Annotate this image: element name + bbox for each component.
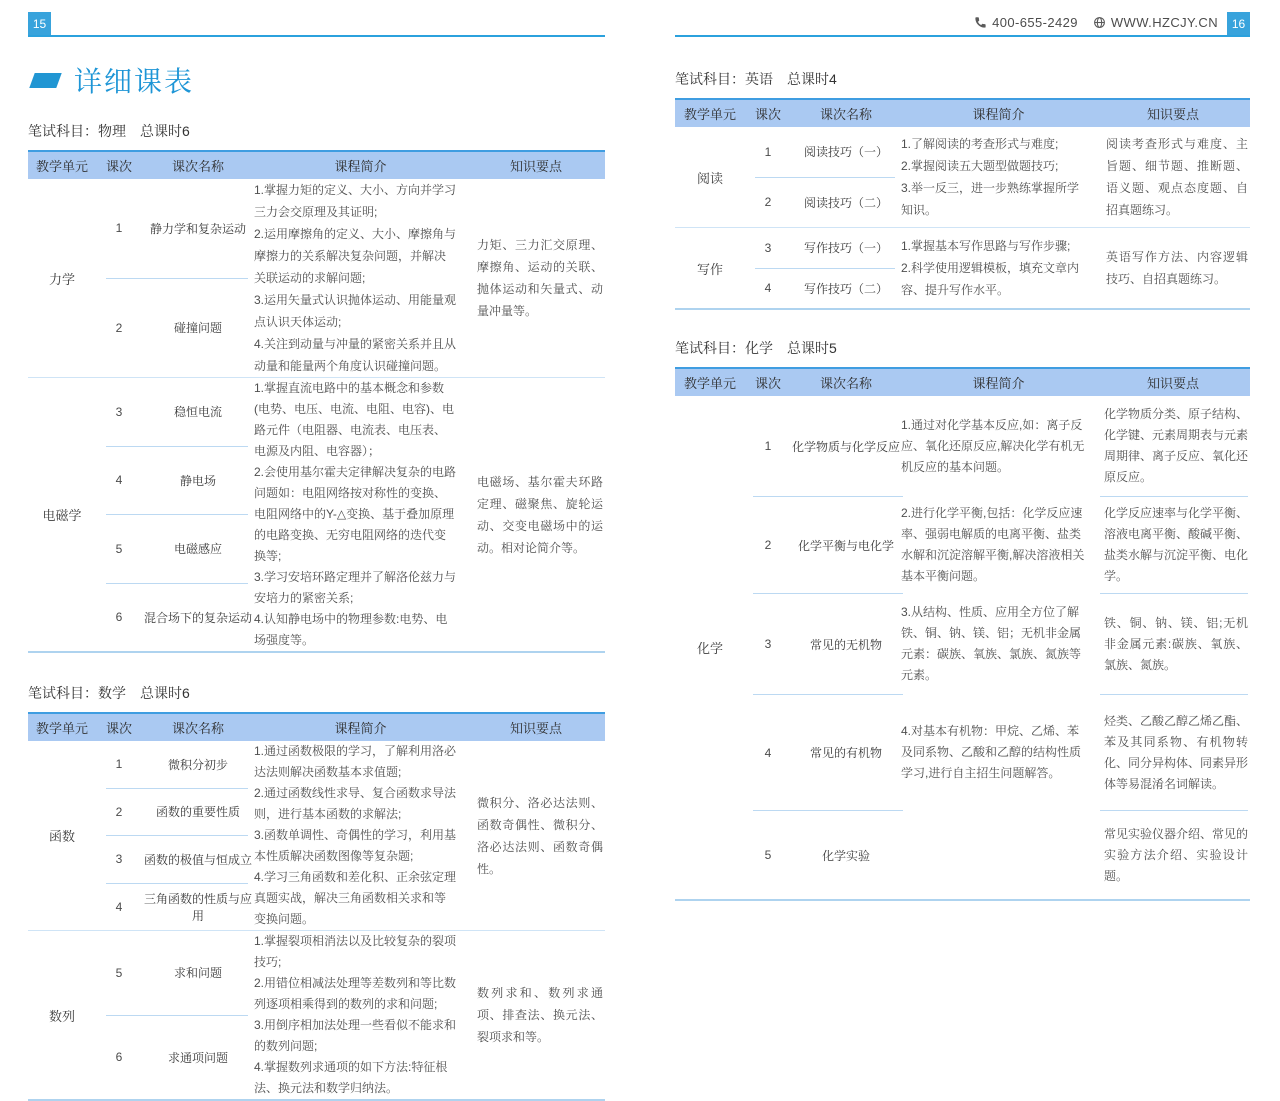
subject-label-math: 笔试科目：数学 总课时6 — [28, 685, 190, 701]
session-row — [96, 447, 254, 515]
unit-group-writing — [675, 228, 1250, 308]
session-no: 4 — [115, 473, 123, 488]
session-name: 常见的有机物 — [809, 746, 882, 760]
intro-item: 3.运用矢量式认识抛体运动、用能量观点认识天体运动; — [254, 293, 457, 329]
knowledge-points: 数列求和、数列求通项、排查法、换元法、裂项求和等。 — [477, 986, 603, 1044]
col-header-points: 知识要点 — [509, 159, 562, 174]
col-header-intro: 课程简介 — [972, 107, 1025, 122]
session-list — [745, 228, 901, 308]
session-row — [96, 931, 254, 1015]
table-bottom-rule — [675, 308, 1250, 310]
session-list — [96, 179, 254, 377]
course-intro — [254, 931, 467, 1099]
table-row — [745, 695, 1250, 810]
subject-label-chemistry: 笔试科目：化学 总课时5 — [675, 340, 837, 356]
session-name: 化学物质与化学反应 — [791, 439, 900, 454]
knowledge-points: 化学物质分类、原子结构、化学键、元素周期表与元素周期律、离子反应、氧化还原反应。 — [1104, 407, 1249, 484]
col-header-intro: 课程简介 — [334, 159, 387, 174]
session-no: 1 — [764, 144, 772, 159]
intro-item: 1.掌握力矩的定义、大小、方向并学习三力会交原理及其证明; — [254, 183, 457, 219]
intro-item: 2.会使用基尔霍夫定律解决复杂的电路问题如：电阻网络按对称性的变换、电阻网络中的Y-△变换、基于叠加原理的电路变换、无穷电阻网络的迭代变换等; — [254, 465, 457, 563]
session-name: 微积分初步 — [167, 757, 228, 772]
unit-group-mechanics — [28, 179, 605, 377]
col-header-unit: 教学单元 — [35, 721, 88, 736]
intro-item: 1.掌握裂项相消法以及比较复杂的裂项技巧; — [254, 934, 457, 969]
physics-table — [28, 150, 605, 653]
unit-group-functions — [28, 741, 605, 930]
knowledge-points: 阅读考查形式与难度、主旨题、细节题、推断题、语义题、观点态度题、自招真题练习。 — [1106, 137, 1248, 217]
session-no: 2 — [115, 804, 123, 819]
top-rule-right — [675, 12, 1250, 37]
course-intro — [254, 179, 467, 377]
top-bar — [0, 0, 1280, 37]
knowledge-points: 化学反应速率与化学平衡、溶液电离平衡、酸碱平衡、盐类水解与沉淀平衡、电化学。 — [1104, 506, 1249, 583]
col-header-points: 知识要点 — [1146, 376, 1199, 391]
session-name: 静力学和复杂运动 — [149, 221, 246, 236]
table-header-row — [675, 367, 1250, 396]
session-row — [96, 1016, 254, 1100]
math-table — [28, 712, 605, 1101]
course-intro — [254, 741, 467, 930]
session-name: 写作技巧（二） — [803, 281, 888, 296]
table-bottom-rule — [675, 899, 1250, 901]
session-no: 2 — [764, 195, 772, 210]
session-no: 4 — [115, 899, 123, 914]
knowledge-points: 铁、铜、钠、镁、铝;无机非金属元素:碳族、氧族、氯族、氮族。 — [1104, 615, 1248, 672]
parallelogram-icon — [29, 73, 61, 88]
intro-item: 3.举一反三，进一步熟练掌握所学知识。 — [901, 181, 1080, 217]
session-name: 混合场下的复杂运动 — [143, 610, 252, 625]
intro-item: 1.掌握基本写作思路与写作步骤; — [901, 239, 1071, 253]
table-bottom-rule — [28, 651, 605, 653]
knowledge-points: 微积分、洛必达法则、函数奇偶性、微积分、洛必达法则、函数奇偶性。 — [477, 795, 603, 876]
session-name: 求和问题 — [173, 966, 222, 981]
knowledge-points: 烃类、乙酸乙醇乙烯乙酯、苯及其同系物、有机物转化、同分异构体、同素异形体等易混淆名词解读。 — [1104, 713, 1249, 791]
session-name: 求通项问题 — [167, 1050, 228, 1065]
website-url: WWW.HZCJY.CN — [1110, 15, 1218, 30]
table-header-row — [28, 712, 605, 741]
table-row — [745, 396, 1250, 496]
chemistry-table — [675, 367, 1250, 901]
session-name: 静电场 — [179, 473, 216, 488]
col-header-no: 课次 — [105, 721, 132, 736]
col-header-intro: 课程简介 — [972, 376, 1025, 391]
intro-item: 2.科学使用逻辑模板，填充文章内容、提升写作水平。 — [901, 261, 1080, 297]
course-intro — [901, 127, 1096, 227]
intro-item: 3.函数单调性、奇偶性的学习，利用基本性质解决函数图像等复杂题; — [254, 828, 457, 863]
english-table — [675, 98, 1250, 310]
col-header-unit: 教学单元 — [683, 107, 736, 122]
session-row — [745, 178, 901, 228]
session-list — [745, 127, 901, 227]
table-row — [745, 811, 1250, 899]
session-no: 4 — [764, 281, 772, 296]
unit-group-reading — [675, 127, 1250, 227]
intro-item: 4.掌握数列求通项的如下方法:特征根法、换元法和数学归纳法。 — [254, 1060, 448, 1095]
col-header-name: 课次名称 — [171, 721, 224, 736]
unit-name: 化学 — [696, 641, 723, 656]
page-number-left-badge: 15 — [28, 12, 51, 35]
intro-item: 4.学习三角函数和差化积、正余弦定理真题实战，解决三角函数相关求和等变换问题。 — [254, 870, 457, 926]
knowledge-points: 英语写作方法、内容逻辑技巧、自招真题练习。 — [1106, 250, 1248, 286]
session-no: 1 — [115, 221, 123, 236]
col-header-points: 知识要点 — [509, 721, 562, 736]
phone-icon — [974, 16, 987, 29]
intro-item: 4.关注到动量与冲量的紧密关系并且从动量和能量两个角度认识碰撞问题。 — [254, 337, 457, 373]
session-name: 化学平衡与电化学 — [797, 538, 894, 553]
page-number-right-badge: 16 — [1227, 12, 1250, 35]
session-name: 化学实验 — [821, 848, 870, 863]
session-name: 常见的无机物 — [809, 637, 882, 652]
col-header-unit: 教学单元 — [683, 376, 736, 391]
session-no: 2 — [764, 538, 772, 552]
session-row — [96, 515, 254, 583]
right-page — [675, 37, 1250, 1101]
knowledge-points: 电磁场、基尔霍夫环路定理、磁聚焦、旋轮运动、交变电磁场中的运动。相对论简介等。 — [477, 474, 603, 555]
intro-item: 1.掌握直流电路中的基本概念和参数 (电势、电压、电流、电阻、电容)、电路元件（电阻器、电流表、电压表、电源及内阻、电容器）； — [254, 381, 454, 458]
session-row — [745, 228, 901, 268]
session-name: 函数的重要性质 — [155, 805, 240, 820]
col-header-no: 课次 — [754, 107, 781, 122]
left-page — [28, 37, 605, 1101]
session-no: 5 — [115, 965, 123, 980]
session-row — [96, 789, 254, 836]
col-header-no: 课次 — [105, 159, 132, 174]
session-row — [96, 741, 254, 788]
session-row — [96, 584, 254, 652]
phone-number: 400-655-2429 — [992, 15, 1078, 30]
unit-name: 力学 — [48, 271, 75, 287]
session-row — [745, 127, 901, 177]
unit-group-chemistry — [675, 396, 1250, 899]
intro-item: 2.用错位相减法处理等差数列和等比数列逐项相乘得到的数列的求和问题; — [254, 976, 457, 1011]
table-row — [745, 594, 1250, 694]
intro-item: 2.运用摩擦角的定义、大小、摩擦角与摩擦力的关系解决复杂问题，并解决关联运动的求解问题; — [254, 227, 457, 285]
globe-icon — [1093, 16, 1106, 29]
session-row — [96, 836, 254, 883]
unit-group-electromagnetism — [28, 378, 605, 651]
unit-group-sequences — [28, 931, 605, 1099]
course-intro: 4.对基本有机物：甲烷、乙烯、苯及同系物、乙酸和乙醇的结构性质学习,进行自主招生问题解答。 — [901, 724, 1082, 780]
session-row — [96, 279, 254, 378]
col-header-name: 课次名称 — [819, 376, 872, 391]
session-no: 6 — [115, 610, 123, 625]
page-title — [28, 60, 605, 100]
unit-name: 数列 — [48, 1008, 75, 1024]
knowledge-points: 常见实验仪器介绍、常见的实验方法介绍、实验设计题。 — [1104, 826, 1249, 883]
intro-item: 2.掌握阅读五大题型做题技巧; — [901, 159, 1059, 173]
col-header-name: 课次名称 — [819, 107, 872, 122]
session-no: 5 — [115, 541, 123, 556]
session-no: 3 — [764, 240, 772, 255]
table-row — [745, 497, 1250, 593]
session-list — [96, 378, 254, 651]
session-no: 3 — [115, 852, 123, 867]
session-row — [96, 378, 254, 446]
session-list — [96, 741, 254, 930]
session-name: 写作技巧（一） — [803, 241, 888, 256]
intro-item: 1.了解阅读的考查形式与难度; — [901, 137, 1059, 151]
unit-name: 阅读 — [696, 170, 723, 186]
session-name: 阅读技巧（一） — [803, 145, 888, 160]
col-header-no: 课次 — [754, 376, 781, 391]
session-no: 2 — [115, 320, 123, 335]
intro-item: 1.通过函数极限的学习，了解利用洛必达法则解决函数基本求值题; — [254, 744, 457, 779]
intro-item: 2.通过函数线性求导、复合函数求导法则，进行基本函数的求解法; — [254, 786, 457, 821]
session-name: 函数的极值与恒成立 — [143, 852, 252, 867]
course-intro: 1.通过对化学基本反应,如：离子反应、氧化还原反应,解决化学有机无机反应的基本问题。 — [901, 417, 1085, 474]
session-name: 三角函数的性质与应用 — [143, 891, 252, 923]
session-row — [96, 884, 254, 931]
col-header-intro: 课程简介 — [334, 721, 387, 736]
session-name: 阅读技巧（二） — [803, 195, 888, 210]
session-name: 稳恒电流 — [173, 405, 222, 420]
session-no: 3 — [764, 637, 772, 651]
col-header-points: 知识要点 — [1146, 107, 1199, 122]
table-header-row — [28, 150, 605, 179]
course-intro — [254, 378, 467, 651]
intro-item: 4.认知静电场中的物理参数:电势、电场强度等。 — [254, 612, 448, 647]
course-intro: 3.从结构、性质、应用全方位了解铁、铜、钠、镁、铝；无机非金属元素：碳族、氧族、氯族、氮族等元素。 — [901, 605, 1082, 682]
subject-label-physics: 笔试科目：物理 总课时6 — [28, 123, 190, 139]
top-rule-left — [28, 12, 605, 37]
session-no: 1 — [764, 439, 772, 453]
table-header-row — [675, 98, 1250, 127]
knowledge-points: 力矩、三力汇交原理、摩擦角、运动的关联、抛体运动和矢量式、动量冲量等。 — [477, 238, 603, 318]
page-title-text: 详细课表 — [74, 66, 195, 97]
session-no: 3 — [115, 404, 123, 419]
contact-info — [964, 15, 1218, 35]
session-row — [96, 179, 254, 278]
unit-name: 电磁学 — [42, 508, 82, 523]
intro-item: 3.学习安培环路定理并了解洛伦兹力与安培力的紧密关系; — [254, 570, 457, 605]
session-list — [96, 931, 254, 1099]
chemistry-rows — [745, 396, 1250, 899]
session-no: 1 — [115, 757, 123, 772]
session-name: 电磁感应 — [173, 542, 222, 557]
session-name: 碰撞问题 — [173, 321, 222, 336]
session-no: 4 — [764, 745, 772, 760]
session-no: 6 — [115, 1050, 123, 1065]
session-no: 5 — [764, 848, 772, 862]
col-header-name: 课次名称 — [171, 159, 224, 174]
subject-label-english: 笔试科目：英语 总课时4 — [675, 71, 837, 87]
unit-name: 函数 — [48, 829, 75, 844]
intro-item: 3.用倒序相加法处理一些看似不能求和的数列问题; — [254, 1018, 457, 1053]
col-header-unit: 教学单元 — [35, 159, 88, 174]
course-intro — [901, 228, 1096, 308]
course-intro: 2.进行化学平衡,包括：化学反应速率、强弱电解质的电离平衡、盐类水解和沉淀溶解平衡,解决溶液相关基本平衡问题。 — [901, 506, 1085, 583]
unit-name: 写作 — [696, 261, 723, 277]
session-row — [745, 269, 901, 309]
